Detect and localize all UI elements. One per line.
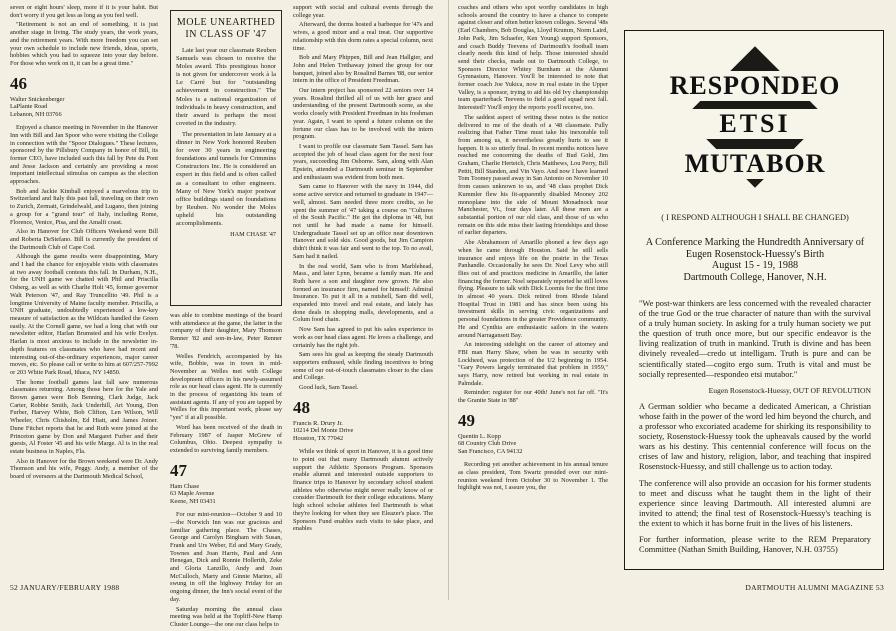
class-secretary-address — [170, 483, 282, 506]
logo-word: ETSI — [655, 109, 855, 139]
column-text: Welles Fendrich, accompanied by his wife, Bobbie, was in town in mid-November as Welles met with College development officers in his newly-assumed role as our head class agent. He is currently in the process of organizing his team of assistant agents. If any of you are tapped by Welles for this important work, please say "yes" if at all possible. — [170, 352, 282, 422]
column-text: Sam sees his goal as keeping the steady Dartmouth supporters enthused, while finding incentives to bring some of our out-of-touch classmates closer to the class and College. — [293, 351, 433, 382]
left-column-2 — [170, 312, 282, 631]
conference-title — [635, 237, 875, 283]
column-text: Reminder: register for our 40th! June's not far off. "It's the Granite State in '88" — [458, 389, 608, 405]
class-secretary-address — [458, 433, 608, 456]
right-column-1 — [458, 4, 608, 494]
ad-body — [639, 299, 871, 561]
box-text: The presentation in late January at a dinner in New York honored Reuben for over 30 years in engineering foundations and tunnels for Crimmins Constructors Inc. He is considered an expert in this field and is often called as a consultant to other engineers. Many of New York's major postwar office buildings stand on foundations by Reuben. No wonder the Moles upheld his outstanding accomplishments. — [176, 130, 276, 227]
page-gutter — [448, 0, 449, 600]
address-line: San Francisco, CA 94132 — [458, 447, 523, 455]
conference-venue: Dartmouth College, Hanover, N.H. — [683, 271, 827, 283]
column-text: Enjoyed a chance meeting in November in the Hanover Inn with Bill and Jan Spoor who were visiting the College in connection with the "Spoor Dialogues." These lectures, sponsored by the Pillsbury Company in honor of Bill, its former CEO, have included such this fall by Pete du Pont and Jesse Jackson and certainly are providing a most important intellectual stimulus on campus as the election approaches. — [10, 124, 158, 186]
class-number-49: 49 — [458, 410, 475, 430]
address-line: 68 Country Club Drive — [458, 440, 517, 448]
box-signature: HAM CHASE '47 — [230, 231, 276, 239]
respondeo-logo — [655, 59, 855, 209]
conference-advertisement — [624, 30, 884, 570]
column-text: The saddest aspect of writing these notes is the notice delivered to me of the death of a '48 classmate. Fully realizing that Father Time must take his inexorable toll from among us, it nevertheless greatly hurts to see it happen. It is so utterly final. In recent months notices have reached me concerning the deaths of Bud Gold, Jim Graham, Charlie Herteich, Chris Matthews, Lou Perry, Bill Pettit, Bill Standen, and Vin Vayo. And now I have learned Tom Toomey passed away in San Antonio on November 10 from causes unknown to us, and '48 class prophet Dick Kummler flew his fit-apparently disabled Mooney 202 monoplane into the side of Mount Monadnock near Manchester, Vt., four days later. All these men are a substantial portion of our old class, and those of us who remain on this side miss their lasting friendships and those of earlier departers. — [458, 113, 608, 237]
column-text: Afterward, the dorms hosted a barbeque for '47s and wives, a good mixer and a real treat. Our supportive relationship with this dorm rates a special column, next time. — [293, 21, 433, 52]
column-text: Good luck, Sam Tassel. — [299, 384, 359, 392]
column-text: Although the game results were disappointing, Mary and I had the chance for enjoyable visits with classmates at two away football contests this fall. In Durham, N.H., for the UNH game we chatted with Phil and Priscilla Osberg, as well as with Charlie Holt '45, former governor Walt Peterson '47, and Ray Truncellito '49. Phil is a longtime University of Maine faculty member. Priscilla, a UNH graduate, undoubtedly experienced a low-key measure of satisfaction as the Wildcats handled the Green easily. At the Cornell game, we had a long chat with our newsletter editor, Harlan Brumsted and his wife Evelyn. Harlan is most anxious to include in the newsletter in-depth features on classmates who have had recent and interesting out-of-the-ordinary experiences, major career moves, etc. So please call or write to him at 607/257-7992 or 203 White Park Road, Ithaca, NY 14850. — [10, 253, 158, 376]
left-column-1 — [10, 4, 158, 483]
column-text: Saturday morning the annual class meeting was held at the Topliff-New Hamp Cluster Lounge—the one our class helps to — [170, 605, 282, 628]
page-footer-right: DARTMOUTH ALUMNI MAGAZINE 53 — [745, 583, 884, 592]
column-text: Bob and Mary Phippen, Bill and Jean Hallgier, and John and Helen Trethaway joined the group for our banquet, joined also by Rosalind Barnes '88, our senior intern in the office of President Freedman. — [293, 54, 433, 85]
ad-paragraph: A German soldier who became a dedicated American, a Christian whose faith in the power of the word led him beyond the church, and a professor who excoriated academe for shirking its responsibility to society, Rosenstock-Huessy took the upheavals caused by the world wars as his destiny. This centennial conference will focus on the crises of law and history, religion, labor, and teaching that inspired Rosenstock-Huessy, and still challenge us to action today. — [639, 401, 871, 472]
sidebar-box-mole — [170, 10, 282, 306]
motto-translation: ( I RESPOND ALTHOUGH I SHALL BE CHANGED) — [661, 213, 849, 222]
class-secretary-address — [10, 96, 158, 119]
column-text: Our intern project has sponsored 22 seniors over 14 years. Rosalind thrilled all of us with her grace and understanding of the present Dartmouth scene, as she works closely with President Freedman in his freshman year. Again, I want to spend a future column on the fortune our class has to be involved with the intern program. — [293, 87, 433, 141]
column-text: Abe Abrahamson of Amarillo phoned a few days ago when he came through Houston. Said he still sells insurance and enjoys life on the prairie in the Texas Panhandle. Occasionally he sees Dr. Noel Levy who still flies out of and practices medicine in Amarillo, the latter financing the former. Noel separately reported he still loves flying. Pleasure to talk with Dick Loomis for the first time in almost 40 years. Dick retired from Rhode Island Hospital Trust in 1981 and has since been using his investment skills in serving civic organizations and personal foundations in the greater Providence community. He and Cynthia are enthusiastic sailors in the waters around Narragansett Bay. — [458, 239, 608, 339]
address-line: 10214 Del Monte Drive — [293, 427, 354, 435]
logo-word: RESPONDEO — [655, 71, 855, 101]
address-line: Walter Snickenberger — [10, 95, 65, 103]
column-text: Sam came to Hanover with the navy in 1944, did some active service and returned to graduate in 1947—well, almost. Sam needed three more credits, so he spent the summer of '47 taking a course on "Cultures of the South Pacific." He got the diploma in '48, but not until he had made a name for himself. Undergraduate Tassel set up an office near downtown Hanover and sold skis. Good goods, but Jim Campion didn't think it was fair and went to the top. To no avail, Sam had it nailed. — [293, 183, 433, 260]
column-text: In the real world, Sam who is from Marblehead, Mass., and later Lynn, became a family man. He and Ruth have a son and daughter now grown. He also formed an insurance firm, named for himself: Admiral Insurance. To put it all in a nutshell, Sam did well, expanded into travel and real estate, and lately has done deals in shopping malls, developments, and a Colum food chain. — [293, 262, 433, 324]
ad-paragraph: For further information, please write to the REM Preparatory Committee (Nathan Smith Building, Hanover, N.H. 03755) — [639, 534, 871, 555]
column-text: I want to profile our classmate Sam Tassel. Sam has accepted the job of head class agent for the next four years, succeeding Jim Osborne. Sam, along with Alan Epstein, attended a Dartmouth seminar in September and enthusiasm was evident from both men. — [293, 142, 433, 181]
column-text: seven or eight hours' sleep, more if it is your habit. But don't worry if you get less as long as you feel well. — [10, 4, 158, 19]
address-line: Lebanon, NH 03766 — [10, 110, 62, 118]
left-column-3 — [293, 4, 433, 535]
conference-dates: August 15 - 19, 1988 — [711, 260, 799, 272]
class-number-47: 47 — [170, 460, 187, 480]
ad-paragraph: The conference will also provide an occasion for his former students to meet and discuss what he taught them in the light of their experience since leaving Dartmouth. All interested alumni are invited to attend; the final test of Rosenstock-Huessy's teaching is the extent to which it has borne fruit in the lives of his listeners. — [639, 478, 871, 528]
address-line: Ham Chase — [170, 482, 200, 490]
class-number-48: 48 — [293, 397, 310, 417]
column-text: Also in Hanover for the Brown weekend were Dr. Andy Thomson and his wife, Peggy. Andy, a member of the board of overseers at the Dartmouth Medical School, — [10, 457, 158, 481]
column-text: Now Sam has agreed to put his sales experience to work as our head class agent. He loves a challenge, and certainly has the right job. — [293, 326, 433, 349]
address-line: Francis R. Drury Jr. — [293, 419, 343, 427]
column-text: coaches and others who spot worthy candidates in high schools around the country to have a chance to compete against closer and often better known colleges. Several '48s (Earl Chambers, Bob Douglas, Lloyd Krumm, Norm Laird, John Park, Jim Schaefer, Ken Young) support Sponsors, and coach Buddy Teevens of Dartmouth's football team clearly needs this kind of help. Those interested should send their checks, made out to Dartmouth College, to Sponsors Director Whitey Burnham at the Alumni Gymnasium, Hanover. You'll be interested to note that former coach Joe Yukica, now in real estate in the Upper Valley, is a sponsor, trying to aid his old Ivy championship team quarterback Teevens to field a good squad next fall. Interested? You'll enjoy the reports you'll receive, too. — [458, 4, 608, 112]
class-secretary-address — [293, 420, 433, 443]
page-footer-left: 52 JANUARY/FEBRUARY 1988 — [10, 583, 120, 592]
column-text: was able to combine meetings of the board with attendance at the game, the latter in the company of their daughter, Mary Thomson Renner '82 and son-in-law, Peter Renner '78. — [170, 312, 282, 350]
address-line: Keene, NH 03431 — [170, 497, 216, 505]
conference-description: A Conference Marking the Hundredth Anniversary of Eugen Rosenstock-Huessy's Birth — [645, 237, 865, 260]
column-text: An interesting sidelight on the career of attorney and FBI man Harry Shaw, when he was in security with Lockheed, was protection of the U2 beginning in 1954. "Gary Powers largely terminated that problem in 1959," says Harry, now retired but working in real estate in Palmdale. — [458, 341, 608, 387]
column-text: support with social and cultural events through the college year. — [293, 4, 433, 19]
column-text: Recording yet another achievement in his annual tenure as class president, Tom Swartz presided over our mini-reunion weekend from October 30 to November 1. The highlight was not, I assure you, the — [458, 461, 608, 492]
column-text: Bob and Jackie Kimball enjoyed a marvelous trip to Switzerland and Italy this past fall, traveling on their own to Zurich, Zermatt, Grindelwald, and Lugano, then joining a group for a "grand tour" of Italy, including Rome, Florence, Venice, Pisa, and the Amalfi coast. — [10, 187, 158, 226]
quote-attribution: Eugen Rosenstock-Huessy, OUT OF REVOLUTION — [708, 385, 871, 395]
logo-word: MUTABOR — [655, 149, 855, 179]
column-text: While we think of sport in Hanover, it is a good time to point out that many Dartmouth alumni actively support the Athletic Sponsors Program. Sponsors enable alumni and interested outside supporters to finance trips to Hanover by secondary school student athletes who otherwise might never really know of or consider Dartmouth for their college educations. Many high school scholar athletes feel Dartmouth is what they're looking for when they see Eleazer's place. The Sponsors Fund enables such visits to take place, and enables — [293, 448, 433, 533]
column-text: "Retirement is not an end of something, it is just another stage in living. The study years, the work years, and the retirement years. With more freedom you can set your own schedule to include new friends, ideas, sports, hobbies which you had to squeeze into your day before. For those who work on it, it can be a great time." — [10, 21, 158, 67]
box-text: Late last year our classmate Reuben Samuels was chosen to receive the Moles award. This prestigious honor is not given for undercover work à la Le Carré but for "outstanding achievement in construction." The Moles is a national organization of individuals in heavy construction, and their award is perhaps the most coveted in the industry. — [176, 47, 276, 127]
column-text: Also in Hanover for Club Officers Weekend were Bill and Roberta DeStefano. Bill is currently the president of the Dartmouth Club of Cape Cod. — [10, 228, 158, 251]
class-number-46: 46 — [10, 73, 27, 93]
column-text: Word has been received of the death in February 1987 of Jasper McGrew of Columbus, Ohio. Deepest sympathy is extended to surviving family members. — [170, 423, 282, 454]
column-text: For our mini-reunion—October 9 and 10—the Norwich Inn was our gracious and familiar gathering place. The Chases, George and Carolyn Bingham with Susan, Frank and Urs Weber, Ed and Mary Grady, Townes and Joan Harris, Paul and Ann Henegan, Dick and Ronnie Hollerith, Zeke and Gloria Lanzillo, Andy and Joan McCulloch, Marty and Ginnie Marino, all swung in off the highway Friday for an ongoing dinner, the Inn's social event of the day. — [170, 511, 282, 603]
address-line: Quentin L. Kopp — [458, 432, 501, 440]
address-line: 63 Maple Avenue — [170, 490, 215, 498]
address-line: LaPlante Road — [10, 103, 48, 111]
address-line: Houston, TX 77042 — [293, 434, 344, 442]
box-title: MOLE UNEARTHED IN CLASS OF '47 — [176, 17, 276, 40]
column-text: The home football games last fall saw numerous classmates returning. Among those here for the Yale and Brown games were Bob Benning, Clark Judge, Jack Carter, Robbie Smith, Jack Underhill, Art Young, Don Furber, Harvey White, Bob Clifton, Len Wilson, Will Wheeler, Chris Chisholm, Ed Hiatt, and James Joiner. Dune Fitchet reports that he and Ruth were joined at the Princeton game by Don and Margaret Furber and their guests, Al Foster '45 and his wife Marge. Al is in the real estate business in Naples, Fla. — [10, 378, 158, 455]
quote: "We post-war thinkers are less concerned with the revealed character of the true God or the true character of nature than with the survival of a truly human society. In asking for a truly human society we put the question of truth once more, but our specific endeavor is the living realization of truth in mankind. Truth is divine and has been divinely revealed—credo ut intelligam. Truth is pure and can be scientifically stated—cogito ergo sum. Truth is vital and must be socially represented—respondeo etsi mutabor." — [639, 299, 871, 379]
